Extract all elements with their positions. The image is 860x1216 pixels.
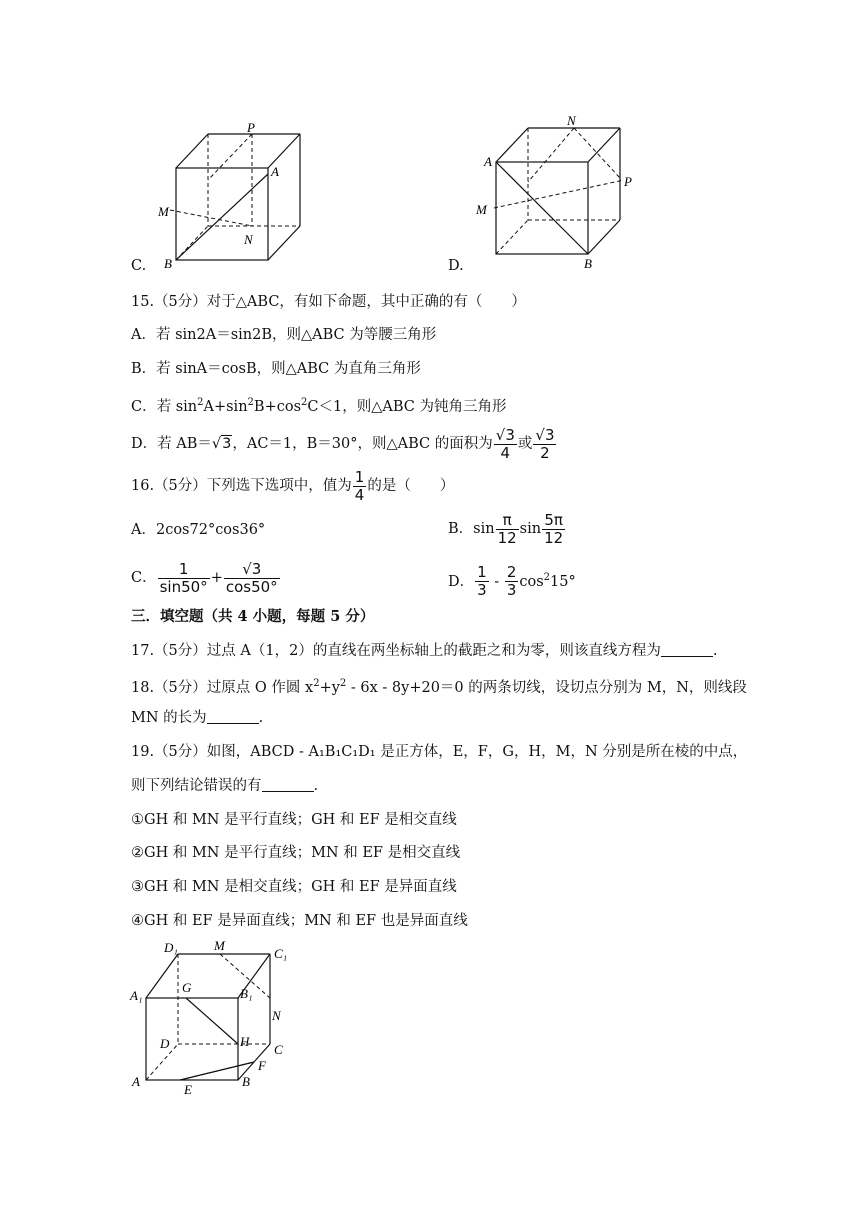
figure-c-point-B: B — [164, 256, 172, 271]
figure-d-point-B: B — [584, 256, 592, 271]
figure-c-cube — [130, 118, 330, 276]
figure-c-point-N: N — [244, 232, 253, 247]
section-3-title: 三．填空题（共 4 小题，每题 5 分） — [131, 608, 375, 625]
figure-d-point-A: A — [484, 154, 492, 169]
figure-c-point-M: M — [158, 204, 169, 219]
figure-d-point-P: P — [624, 174, 632, 189]
q16-option-c: C． $\frac{1}{\sin 50^\circ}$ + $\frac{√3}{\cos 50^\circ}$ — [131, 559, 278, 596]
q15-option-b: B．若 sinA＝cosB，则△ABC 为直角三角形 — [131, 361, 421, 377]
q19-label-G: G — [182, 980, 192, 995]
figure-d-point-N: N — [567, 113, 576, 128]
q19-option-1: ①GH 和 MN 是平行直线；GH 和 EF 是相交直线 — [131, 812, 457, 828]
figure-d-point-M: M — [476, 202, 487, 217]
q15-stem: 15.（5分）对于△ABC，有如下命题，其中正确的有（ ） — [131, 294, 526, 310]
q19-option-2: ②GH 和 MN 是平行直线；MN 和 EF 是相交直线 — [131, 845, 461, 861]
q19-label-H: H — [240, 1034, 250, 1049]
q16-option-d: D． $\frac{1}{3}$ - $\frac{2}{3}$ $\cos^215^\circ$ — [448, 563, 576, 600]
q17-answer-blank[interactable] — [661, 642, 713, 657]
q19-cube-figure — [128, 936, 298, 1098]
q17-text: 17.（5分）过点 A（1，2）的直线在两坐标轴上的截距之和为零，则该直线方程为 . — [131, 643, 718, 659]
q19-label-F: F — [258, 1058, 266, 1073]
q18-line2: MN 的长为 . — [131, 710, 264, 726]
figure-d-label: D. — [448, 258, 464, 274]
q19-label-D1: D₁ — [164, 940, 178, 955]
q19-label-A: A — [132, 1074, 140, 1089]
figure-c-point-P: P — [247, 120, 255, 135]
figure-c-point-A: A — [271, 164, 279, 179]
q19-line1: 19.（5分）如图，ABCD - A₁B₁C₁D₁ 是正方体，E，F，G，H，M，N 分别是所在棱的中点， — [131, 744, 748, 760]
q19-option-3: ③GH 和 MN 是相交直线；GH 和 EF 是异面直线 — [131, 879, 457, 895]
q19-label-A1: A₁ — [130, 988, 143, 1003]
q18-line1: 18.（5分）过原点 O 作圆 $x^2+y^2 - 6x - 8y+20=0$ 的两条切线，设切点分别为 M，N，则线段 — [131, 678, 747, 696]
q19-option-4: ④GH 和 EF 是异面直线；MN 和 EF 也是异面直线 — [131, 913, 468, 929]
q15-option-d: D．若 AB＝√3，AC＝1，B＝30°，则△ABC 的面积为 $\frac{√3}{4}$ 或 $\frac{√3}{2}$ — [131, 425, 555, 462]
figure-c-label: C. — [131, 258, 147, 274]
q19-label-C1: C₁ — [274, 946, 288, 961]
q15-option-c: C．若 $\sin^2A+\sin^2B+\cos^2C<1$，则△ABC 为钝角三角形 — [131, 397, 507, 415]
q19-label-M: M — [214, 938, 225, 953]
q19-label-E: E — [184, 1082, 192, 1097]
q19-label-B1: B₁ — [240, 986, 253, 1001]
q15-option-a: A．若 sin2A＝sin2B，则△ABC 为等腰三角形 — [131, 327, 437, 343]
q19-label-C: C — [274, 1042, 283, 1057]
q16-option-a: A．2cos72°cos36° — [131, 522, 266, 538]
q16-stem: 16.（5分）下列选下选项中，值为 $\frac{1}{4}$ 的是（ ） — [131, 467, 455, 504]
q19-line2: 则下列结论错误的有 . — [131, 778, 319, 794]
q19-label-B: B — [242, 1074, 250, 1089]
q19-label-D: D — [160, 1036, 170, 1051]
q19-answer-blank[interactable] — [262, 777, 314, 792]
q18-answer-blank[interactable] — [207, 709, 259, 724]
figure-d-cube — [470, 112, 650, 274]
q19-label-N: N — [272, 1008, 281, 1023]
q16-option-b: B．sin $\frac{\pi}{12}$ sin $\frac{5\pi}{12}$ — [448, 510, 564, 547]
